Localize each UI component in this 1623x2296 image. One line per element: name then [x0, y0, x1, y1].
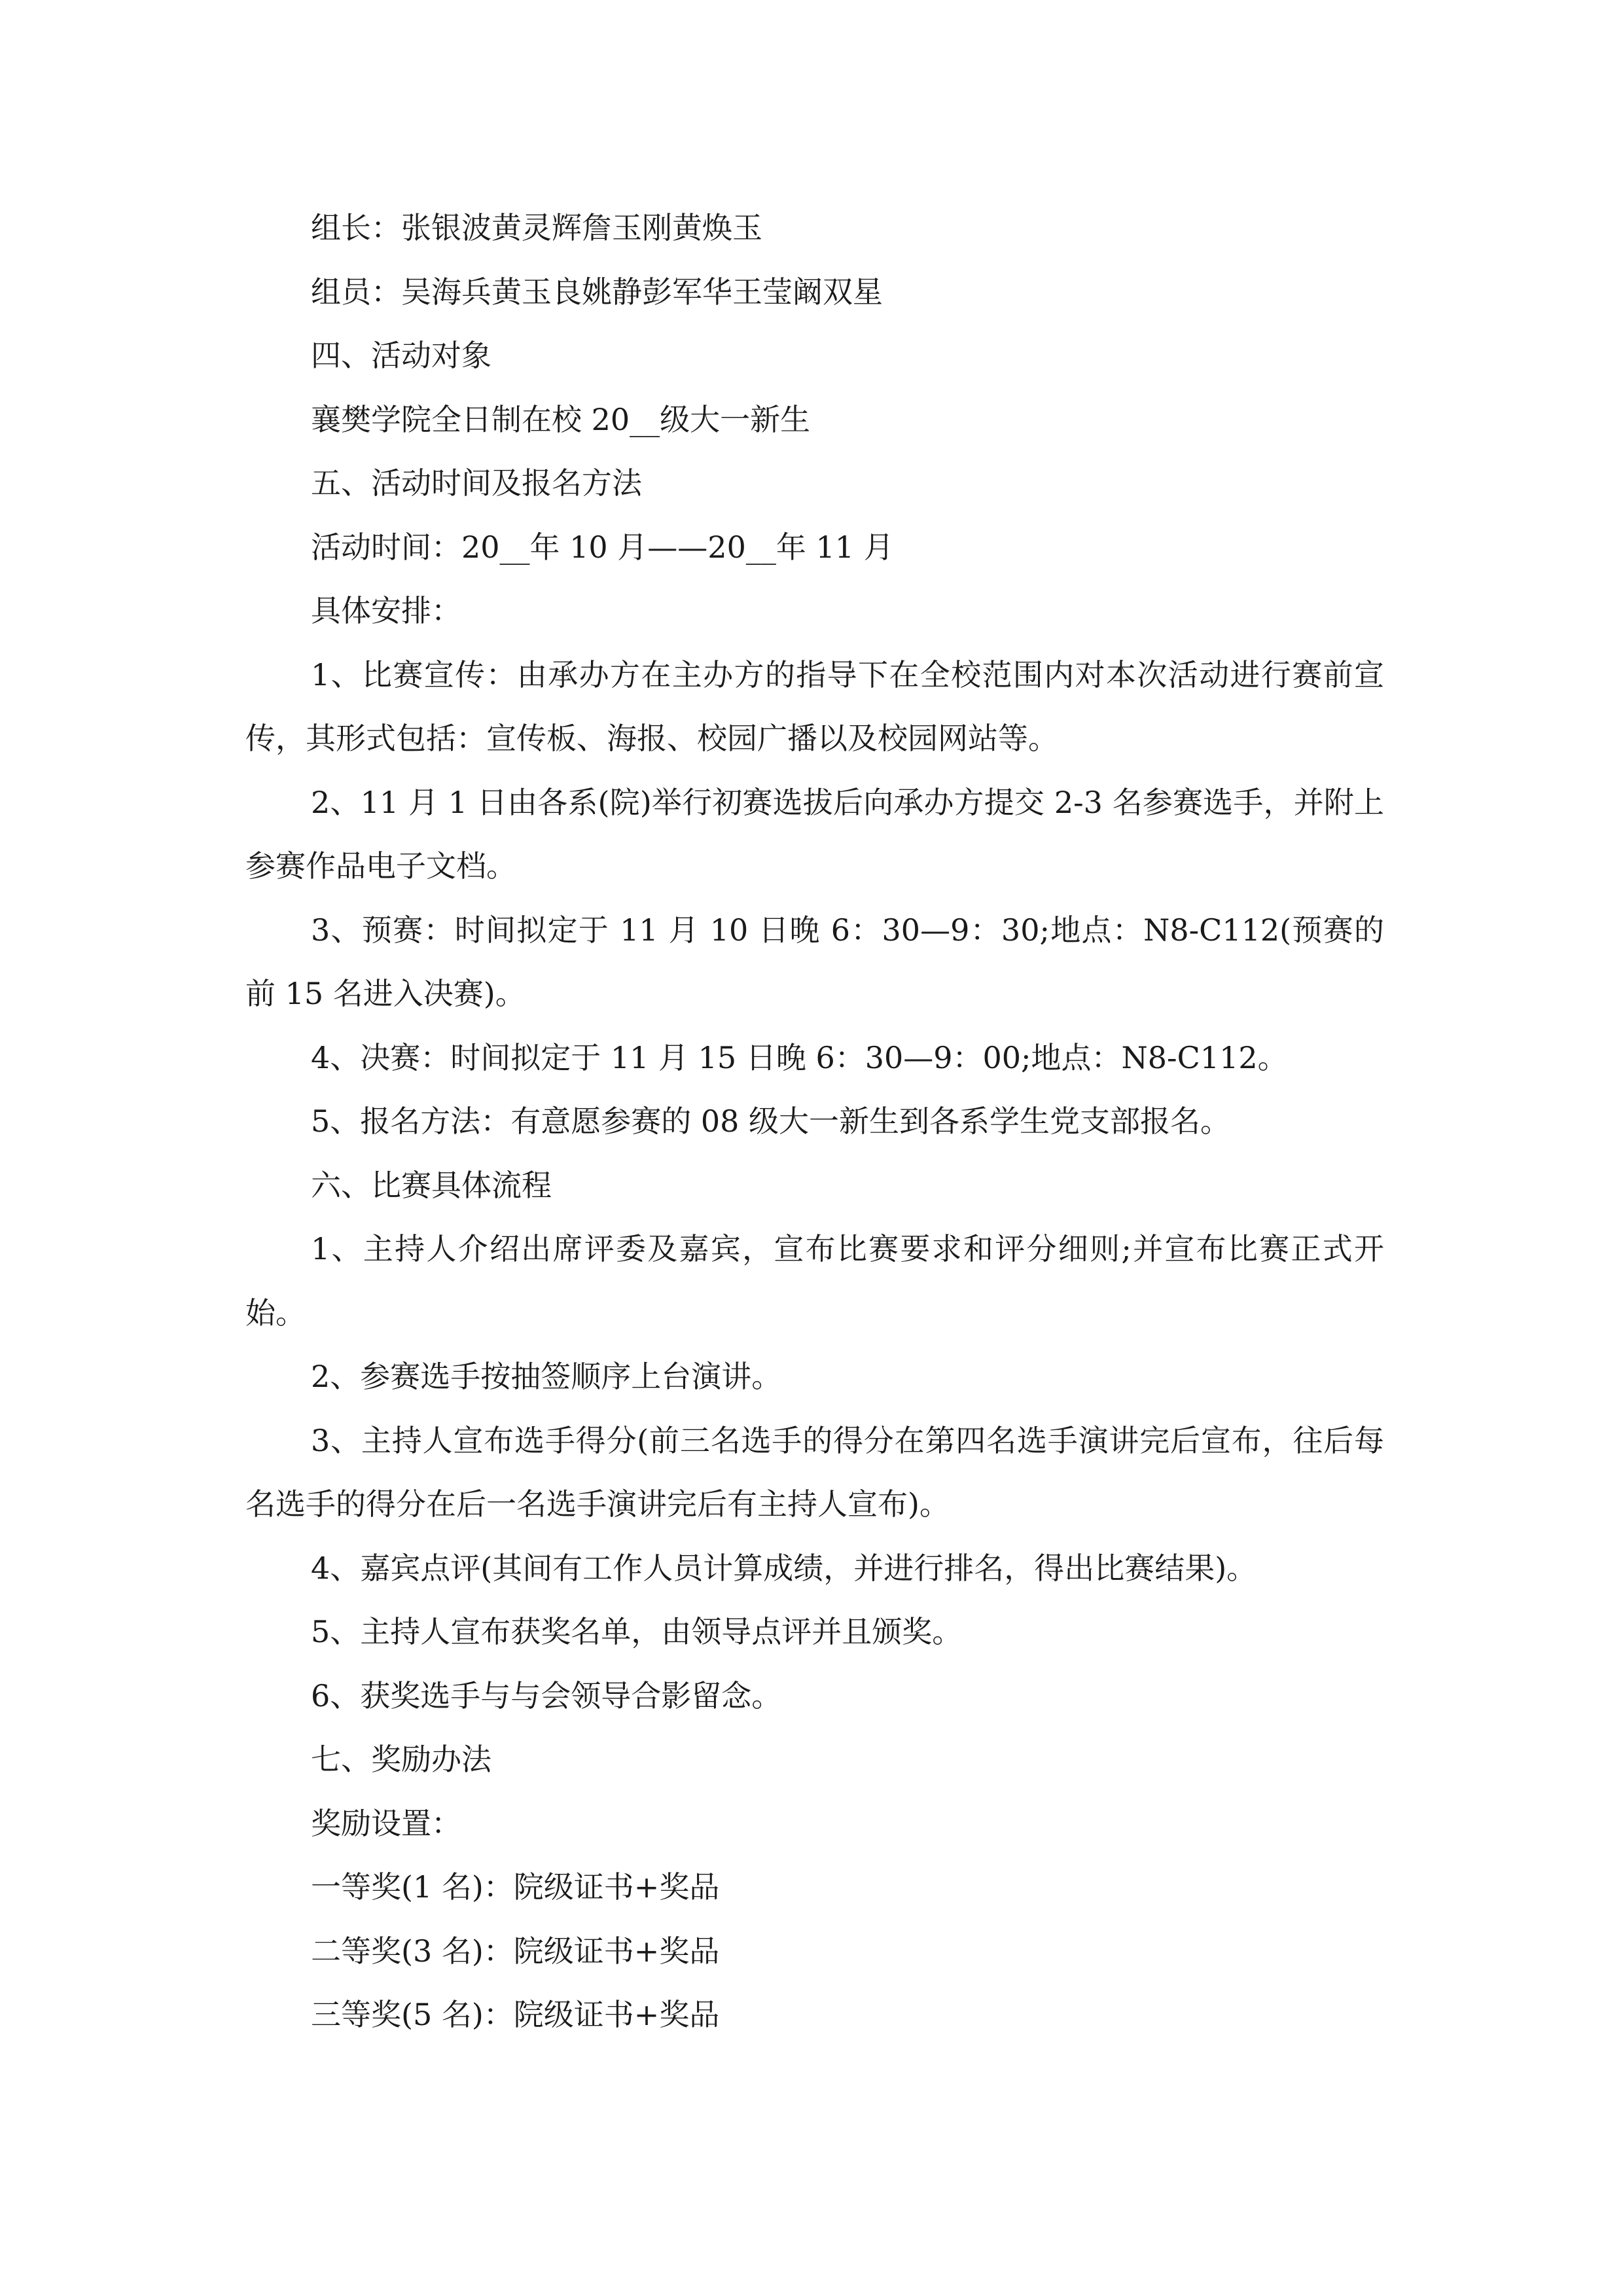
paragraph-target: 襄樊学院全日制在校 20__级大一新生 — [311, 401, 811, 437]
paragraph-semifinal: 3、预赛：时间拟定于 11 月 10 日晚 6：30—9：30;地点：N8-C112(预赛的前 15 名进入决赛)。 — [245, 912, 1384, 1011]
paragraph-first-prize: 一等奖(1 名)：院级证书+奖品 — [311, 1869, 720, 1905]
section-heading-7: 七、奖励办法 — [311, 1742, 491, 1777]
paragraph-registration: 5、报名方法：有意愿参赛的 08 级大一新生到各系学生党支部报名。 — [311, 1103, 1231, 1139]
paragraph-flow-4: 4、嘉宾点评(其间有工作人员计算成绩，并进行排名，得出比赛结果)。 — [311, 1550, 1257, 1586]
paragraph-flow-1: 1、主持人介绍出席评委及嘉宾，宣布比赛要求和评分细则;并宣布比赛正式开始。 — [245, 1231, 1384, 1331]
paragraph-activity-time: 活动时间：20__年 10 月——20__年 11 月 — [311, 529, 894, 565]
paragraph-flow-3: 3、主持人宣布选手得分(前三名选手的得分在第四名选手演讲完后宣布，往后每名选手的得分在后一名选手演讲完后有主持人宣布)。 — [245, 1422, 1384, 1522]
paragraph-promotion: 1、比赛宣传：由承办方在主办方的指导下在全校范围内对本次活动进行赛前宣传，其形式包括：宣传板、海报、校园广播以及校园网站等。 — [245, 656, 1384, 756]
section-heading-4: 四、活动对象 — [311, 338, 491, 373]
section-heading-5: 五、活动时间及报名方法 — [311, 465, 642, 501]
paragraph-preliminary: 2、11 月 1 日由各系(院)举行初赛选拔后向承办方提交 2-3 名参赛选手，并附上参赛作品电子文档。 — [245, 784, 1384, 884]
paragraph-flow-2: 2、参赛选手按抽签顺序上台演讲。 — [311, 1359, 782, 1394]
paragraph-group-members: 组员：吴海兵黄玉良姚静彭军华王莹阚双星 — [311, 274, 883, 310]
document-body — [245, 196, 1384, 2047]
section-heading-6: 六、比赛具体流程 — [311, 1167, 552, 1203]
paragraph-flow-5: 5、主持人宣布获奖名单，由领导点评并且颁奖。 — [311, 1614, 963, 1649]
paragraph-second-prize: 二等奖(3 名)：院级证书+奖品 — [311, 1933, 720, 1969]
paragraph-arrangement-label: 具体安排： — [311, 593, 461, 628]
paragraph-group-leaders: 组长：张银波黄灵辉詹玉刚黄焕玉 — [311, 210, 762, 245]
paragraph-third-prize: 三等奖(5 名)：院级证书+奖品 — [311, 1997, 720, 2032]
paragraph-flow-6: 6、获奖选手与与会领导合影留念。 — [311, 1677, 782, 1713]
paragraph-final: 4、决赛：时间拟定于 11 月 15 日晚 6：30—9：00;地点：N8-C112。 — [311, 1039, 1288, 1075]
paragraph-award-setting: 奖励设置： — [311, 1805, 461, 1841]
